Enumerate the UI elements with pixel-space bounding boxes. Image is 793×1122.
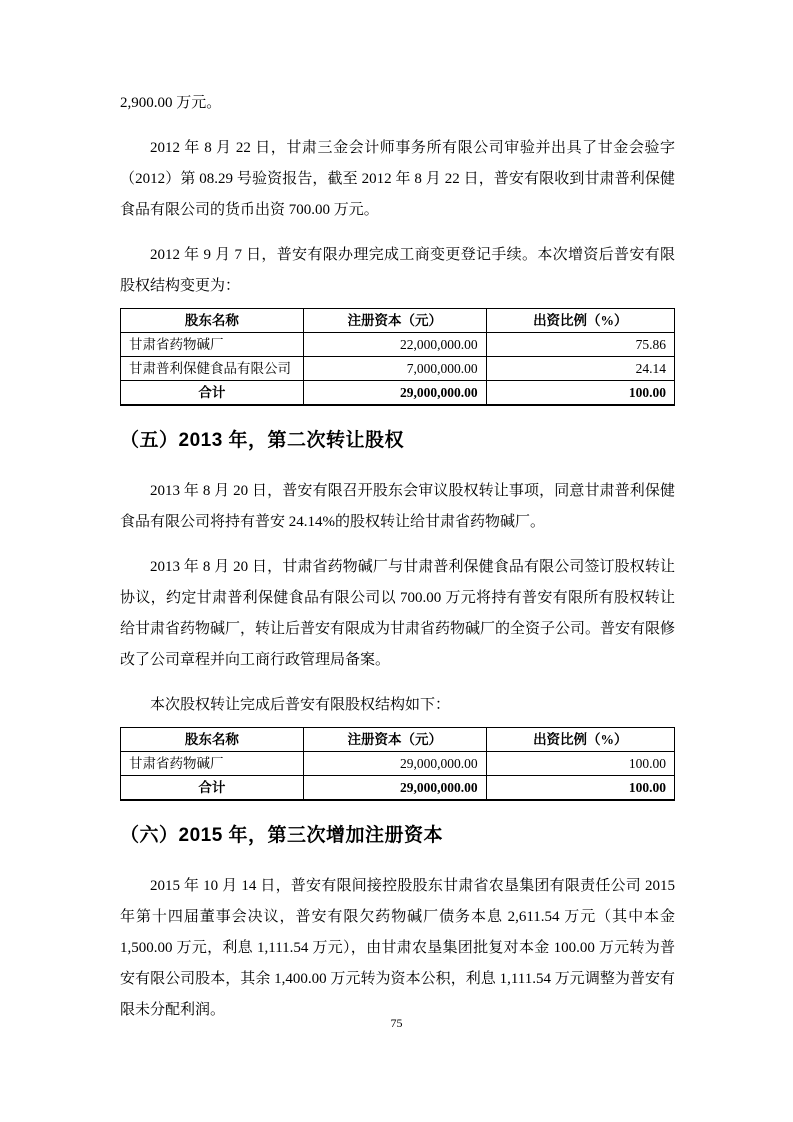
capital-ratio: 24.14 <box>486 357 674 381</box>
table-header-shareholder: 股东名称 <box>121 728 304 752</box>
total-capital: 29,000,000.00 <box>303 381 486 406</box>
paragraph-carryover: 2,900.00 万元。 <box>120 95 222 111</box>
total-label: 合计 <box>121 381 304 406</box>
registered-capital: 22,000,000.00 <box>303 333 486 357</box>
table-header-row <box>121 309 675 333</box>
registered-capital: 7,000,000.00 <box>303 357 486 381</box>
paragraph-transfer-resolution: 2013 年 8 月 20 日，普安有限召开股东会审议股权转让事项，同意甘肃普利保健食品有限公司将持有普安 24.14%的股权转让给甘肃省药物碱厂。 <box>120 483 675 530</box>
table-header-ratio: 出资比例（%） <box>486 728 674 752</box>
total-label: 合计 <box>121 776 304 801</box>
paragraph-audit-report: 2012 年 8 月 22 日，甘肃三金会计师事务所有限公司审验并出具了甘金会验字（2012）第 08.29 号验资报告，截至 2012 年 8 月 22 日，普安有限收到甘肃普利保健食品有限公司的货币出资 700.00 万元。 <box>120 140 675 218</box>
registered-capital: 29,000,000.00 <box>303 752 486 776</box>
paragraph-transfer-agreement: 2013 年 8 月 20 日，甘肃省药物碱厂与甘肃普利保健食品有限公司签订股权转让协议，约定甘肃普利保健食品有限公司以 700.00 万元将持有普安有限所有股权转让给甘肃省药物碱厂，转让后普安有限成为甘肃省药物碱厂的全资子公司。普安有限修改了公司章程并向工商行政管理局备案。 <box>120 559 676 668</box>
page-number: 75 <box>390 1016 403 1030</box>
table-header-capital: 注册资本（元） <box>303 728 486 752</box>
table-row <box>121 357 675 381</box>
paragraph-capital-increase: 2015 年 10 月 14 日，普安有限间接控股股东甘肃省农垦集团有限责任公司 2015 年第十四届董事会决议，普安有限欠药物碱厂债务本息 2,611.54 万元（其中本金 1,500.00 万元，利息 1,111.54 万元），由甘肃农垦集团批复对本金 100.00 万元转为普安有限公司股本，其余 1,400.00 万元转为资本公积，利息 1,111.54 万元调整为普安有限未分配利润。 <box>120 878 675 1018</box>
shareholding-table-after-increase <box>120 308 675 406</box>
table-header-capital: 注册资本（元） <box>303 309 486 333</box>
table-row <box>121 333 675 357</box>
capital-ratio: 75.86 <box>486 333 674 357</box>
paragraph-registration-change: 2012 年 9 月 7 日，普安有限办理完成工商变更登记手续。本次增资后普安有限股权结构变更为： <box>120 247 675 294</box>
capital-ratio: 100.00 <box>486 752 674 776</box>
total-ratio: 100.00 <box>486 776 674 801</box>
paragraph-after-transfer: 本次股权转让完成后普安有限股权结构如下： <box>150 697 451 713</box>
shareholder-name: 甘肃省药物碱厂 <box>121 333 304 357</box>
table-total-row <box>121 776 675 801</box>
shareholding-table-after-transfer <box>120 727 675 801</box>
total-ratio: 100.00 <box>486 381 674 406</box>
total-capital: 29,000,000.00 <box>303 776 486 801</box>
shareholder-name: 甘肃省药物碱厂 <box>121 752 304 776</box>
section-heading-6: （六）2015 年，第三次增加注册资本 <box>120 825 444 846</box>
table-header-row <box>121 728 675 752</box>
table-total-row <box>121 381 675 406</box>
shareholder-name: 甘肃普利保健食品有限公司 <box>121 357 304 381</box>
section-heading-5: （五）2013 年，第二次转让股权 <box>120 430 405 451</box>
table-header-shareholder: 股东名称 <box>121 309 304 333</box>
table-header-ratio: 出资比例（%） <box>486 309 674 333</box>
table-row <box>121 752 675 776</box>
